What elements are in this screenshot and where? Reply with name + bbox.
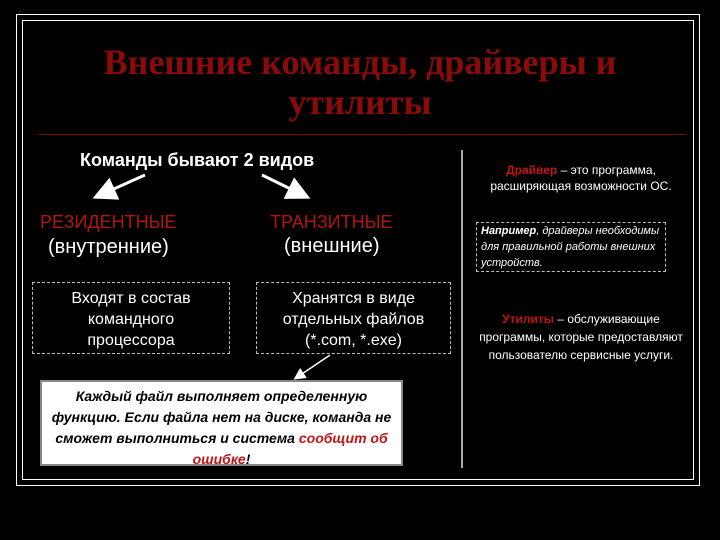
transit-desc-line: отдельных файлов bbox=[282, 311, 425, 328]
title-divider bbox=[38, 134, 686, 135]
resident-sublabel: (внутренние) bbox=[48, 236, 169, 258]
resident-desc-line: Входят в состав bbox=[71, 290, 191, 307]
transit-desc-line: (*.com, *.exe) bbox=[305, 332, 402, 349]
driver-example-box bbox=[476, 222, 666, 272]
note-highlight: сообщит об ошибке bbox=[192, 430, 388, 467]
note-text: Каждый файл выполняет определенную функцию. Если файла нет на диске, команда не сможет выполниться и система bbox=[51, 388, 392, 446]
example-text: , драйверы необходимы для правильной работы внешних устройств. bbox=[481, 225, 660, 269]
utilities-definition bbox=[470, 310, 692, 364]
driver-term: Драйвер bbox=[506, 163, 558, 177]
utilities-def: – обслуживающие программы, которые предоставляют пользователю сервисные услуги. bbox=[479, 312, 683, 362]
example-term: Например bbox=[481, 225, 537, 237]
commands-subtitle: Команды бывают 2 видов bbox=[80, 150, 315, 170]
transit-sublabel: (внешние) bbox=[284, 235, 380, 257]
resident-desc-line: процессора bbox=[87, 332, 175, 349]
column-divider bbox=[461, 150, 463, 468]
resident-desc-line: командного bbox=[87, 311, 175, 328]
utilities-term: Утилиты bbox=[502, 312, 555, 326]
resident-description-box bbox=[32, 282, 230, 354]
note-end: ! bbox=[245, 451, 251, 467]
transit-description-box bbox=[256, 282, 451, 354]
transit-desc-line: Хранятся в виде bbox=[292, 290, 415, 307]
driver-def: – это программа, расширяющая возможности ОС. bbox=[490, 163, 672, 193]
slide-title: Внешние команды, драйверы и утилиты bbox=[103, 42, 617, 122]
transit-label: ТРАНЗИТНЫЕ bbox=[270, 212, 393, 232]
driver-definition bbox=[470, 162, 692, 194]
resident-label: РЕЗИДЕНТНЫЕ bbox=[40, 212, 177, 232]
note-box bbox=[40, 380, 403, 466]
